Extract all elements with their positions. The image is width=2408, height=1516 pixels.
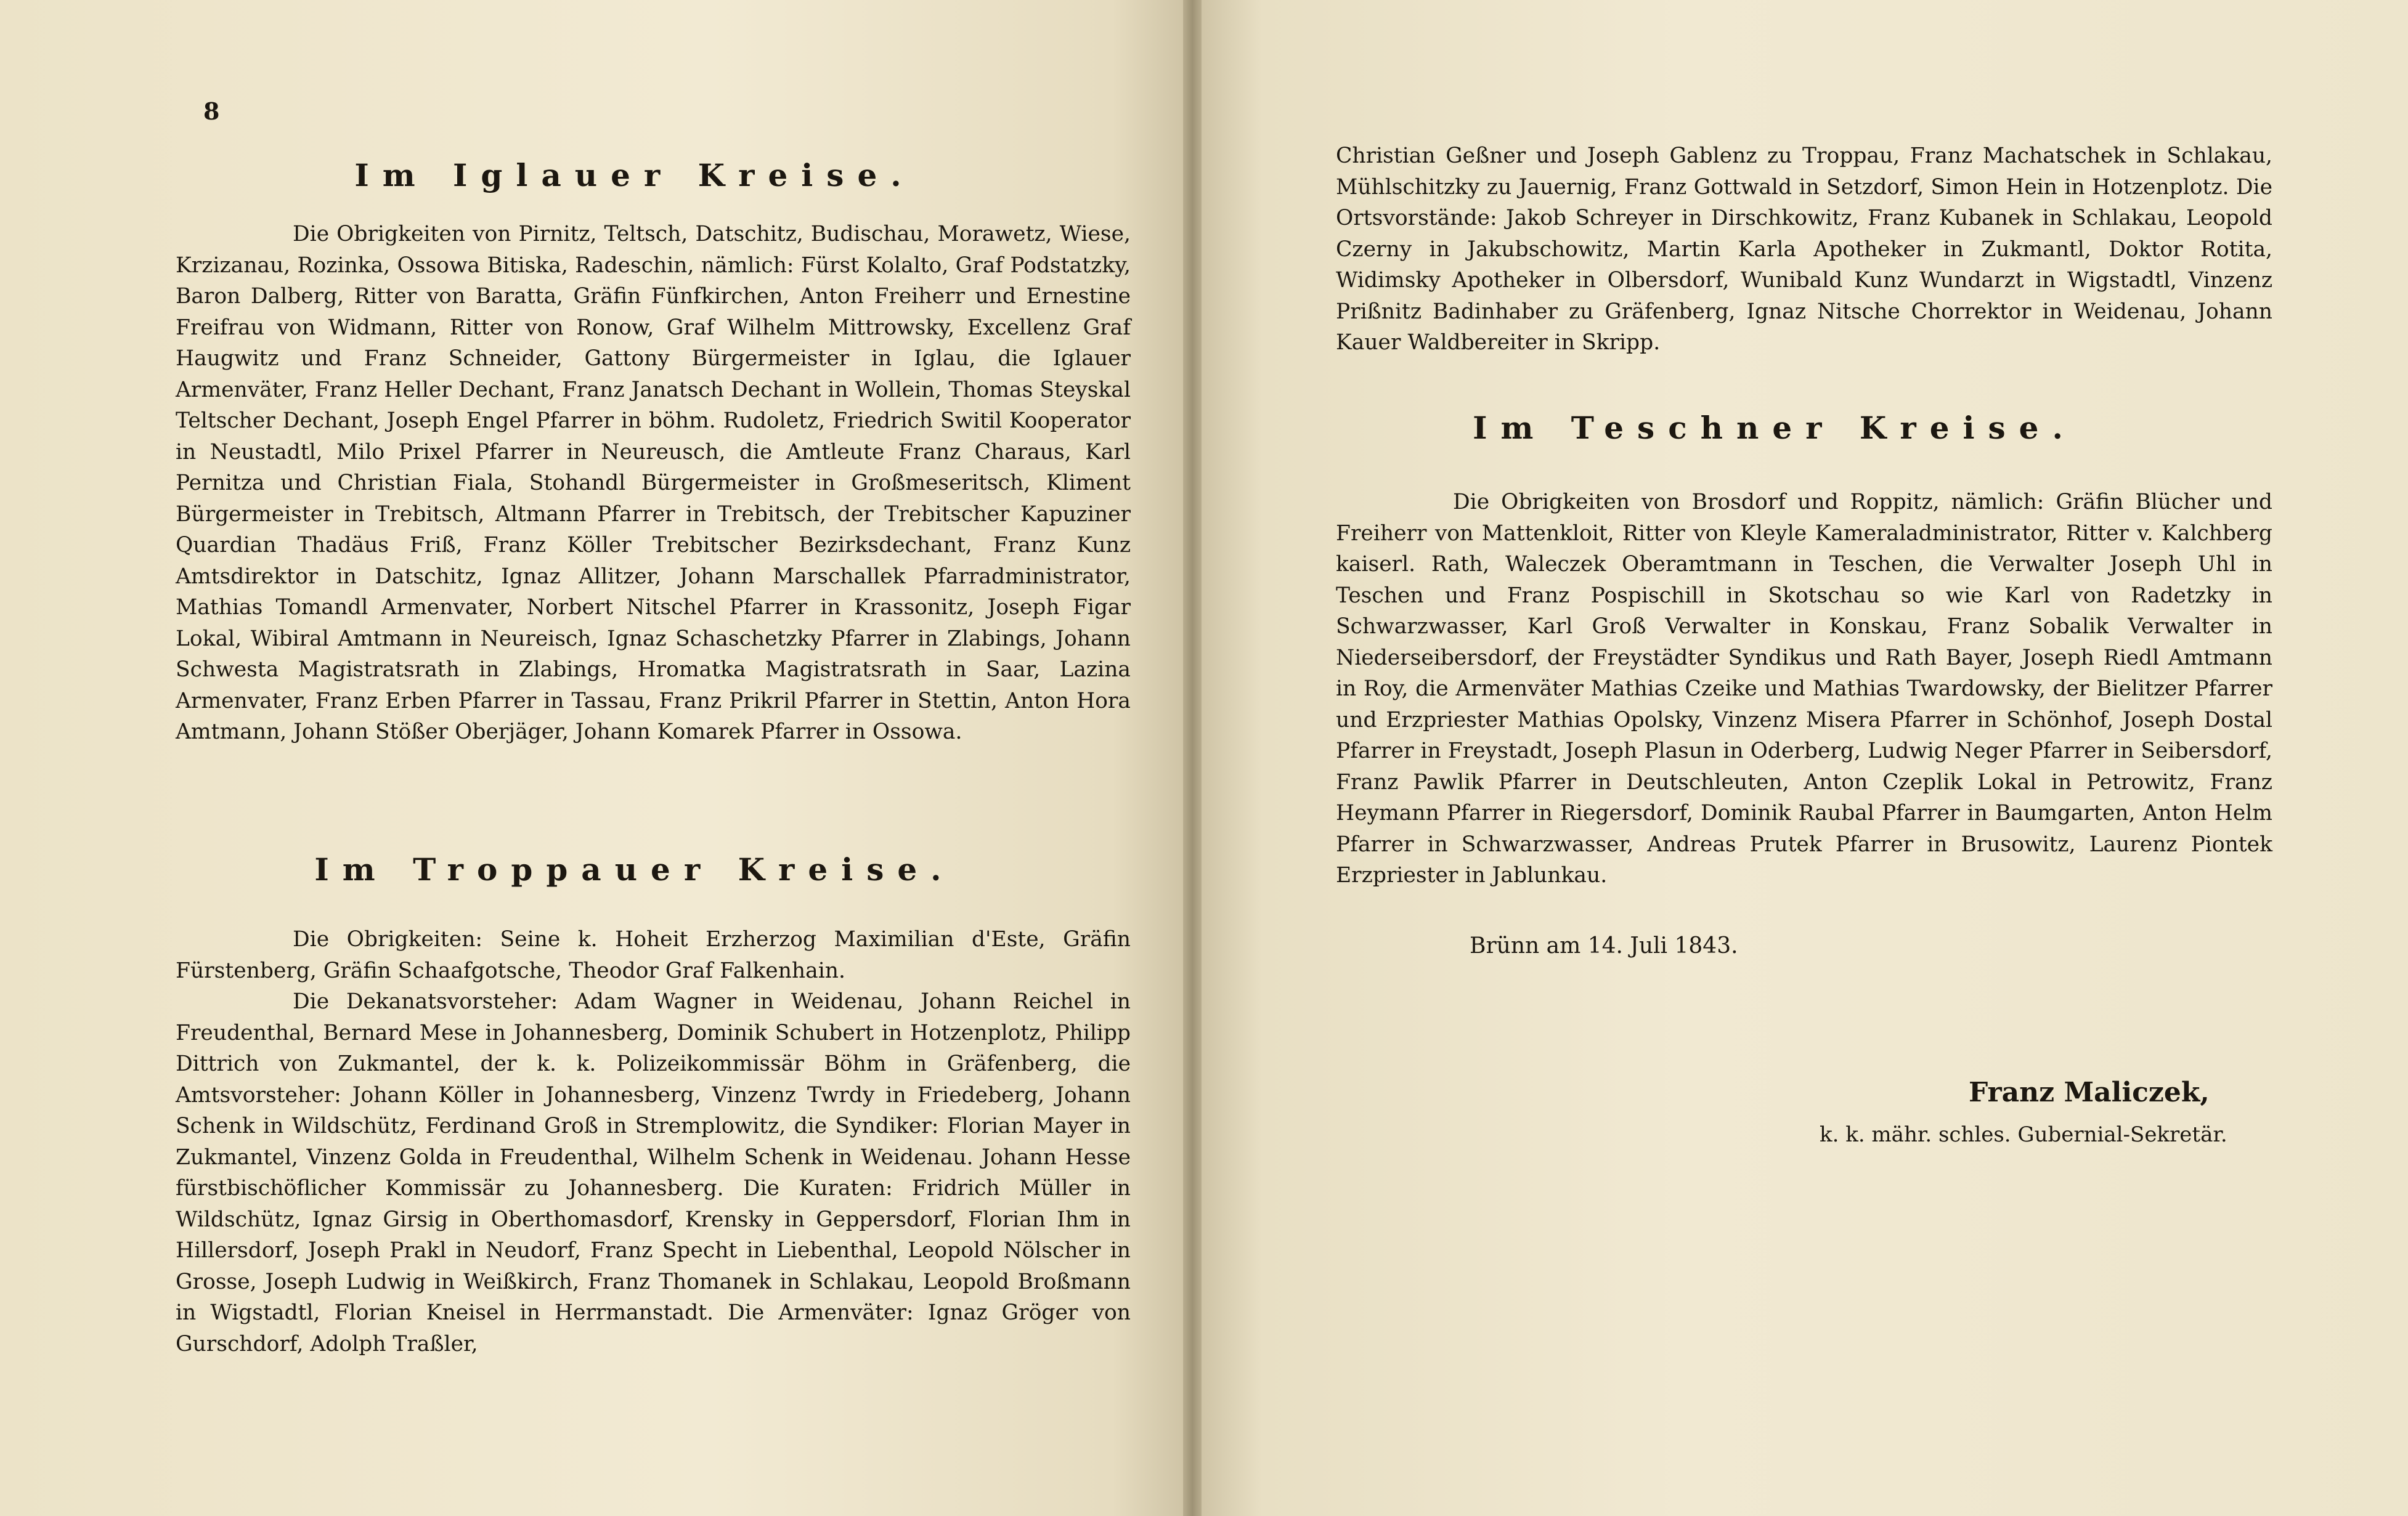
signature-title: k. k. mähr. schles. Gubernial-Sekretär. — [1820, 1122, 2227, 1147]
heading-troppau: Im Troppauer Kreise. — [314, 851, 955, 888]
paragraph-troppau-authorities: Die Obrigkeiten: Seine k. Hoheit Erzherzog Maximilian d'Este, Gräfin Fürstenberg, Gräfin Schaafgotsche, Theodor Graf Falkenhain. — [176, 927, 1131, 983]
paragraph-troppau-continued: Christian Geßner und Joseph Gablenz zu Troppau, Franz Machatschek in Schlakau, Mühlschitzky zu Jauernig, Franz Gottwald in Setzdorf, Simon Hein in Hotzenplotz. Die Ortsvorstände: Jakob Schreyer in Dirschkowitz, Franz Kubanek in Schlakau, Leopold Czerny in Jakubschowitz, Martin Karla Apotheker in Zukmantl, Doktor Rotita, Widimsky Apotheker in Olbersdorf, Wunibald Kunz Wundarzt in Wigstadtl, Vinzenz Prißnitz Badinhaber zu Gräfenberg, Ignaz Nitsche Chorrektor in Weidenau, Johann Kauer Waldbereiter in Skripp. — [1336, 144, 2272, 355]
right-page — [1202, 0, 2408, 1516]
section-teschen — [1336, 487, 2272, 891]
paragraph-iglau: Die Obrigkeiten von Pirnitz, Teltsch, Datschitz, Budischau, Morawetz, Wiese, Krzizanau, Rozinka, Ossowa Bitiska, Radeschin, nämlich: Fürst Kolalto, Graf Podstatzky, Baron Dalberg, Ritter von Baratta, Gräfin Fünfkirchen, Anton Freiherr und Ernestine Freifrau von Widmann, Ritter von Ronow, Graf Wilhelm Mittrowsky, Excellenz Graf Haugwitz und Franz Schneider, Gattony Bürgermeister in Iglau, die Iglauer Armenväter, Franz Heller Dechant, Franz Janatsch Dechant in Wollein, Thomas Steyskal Teltscher Dechant, Joseph Engel Pfarrer in böhm. Rudoletz, Friedrich Switil Kooperator in Neustadtl, Milo Prixel Pfarrer in Neureusch, die Amtleute Franz Charaus, Karl Pernitza und Christian Fiala, Stohandl Bürgermeister in Großmeseritsch, Kliment Bürgermeister in Trebitsch, Altmann Pfarrer in Trebitsch, der Trebitscher Kapuziner Quardian Thadäus Friß, Franz Köller Trebitscher Bezirksdechant, Franz Kunz Amtsdirektor in Datschitz, Ignaz Allitzer, Johann Marschallek Pfarradministrator, Mathias Tomandl Armenvater, Norbert Nitschel Pfarrer in Krassonitz, Joseph Figar Lokal, Wibiral Amtmann in Neureisch, Ignaz Schaschetzky Pfarrer in Zlabings, Johann Schwesta Magistratsrath in Zlabings, Hromatka Magistratsrath in Saar, Lazina Armenvater, Franz Erben Pfarrer in Tassau, Franz Prikril Pfarrer in Stettin, Anton Hora Amtmann, Johann Stößer Oberjäger, Johann Komarek Pfarrer in Ossowa. — [176, 222, 1131, 744]
signature-name: Franz Maliczek, — [1969, 1077, 2210, 1108]
heading-teschen: Im Teschner Kreise. — [1473, 410, 2076, 446]
paragraph-troppau-deans: Die Dekanatsvorsteher: Adam Wagner in Weidenau, Johann Reichel in Freudenthal, Bernard Mese in Johannesberg, Dominik Schubert in Hotzenplotz, Philipp Dittrich von Zukmantel, der k. k. Polizeikommissär Böhm in Gräfenberg, die Amtsvorsteher: Johann Köller in Johannesberg, Vinzenz Twrdy in Friedeberg, Johann Schenk in Wildschütz, Ferdinand Groß in Stremplowitz, die Syndiker: Florian Mayer in Zukmantel, Vinzenz Golda in Freudenthal, Wilhelm Schenk in Weidenau. Johann Hesse fürstbischöflicher Kommissär zu Johannesberg. Die Kuraten: Fridrich Müller in Wildschütz, Ignaz Girsig in Oberthomasdorf, Krensky in Geppersdorf, Florian Ihm in Hillersdorf, Joseph Prakl in Neudorf, Franz Specht in Liebenthal, Leopold Nölscher in Grosse, Joseph Ludwig in Weißkirch, Franz Thomanek in Schlakau, Leopold Broßmann in Wigstadtl, Florian Kneisel in Herrmanstadt. Die Armenväter: Ignaz Gröger von Gurschdorf, Adolph Traßler, — [176, 989, 1131, 1356]
section-iglau — [176, 219, 1131, 748]
book-gutter — [1183, 0, 1202, 1516]
page-number-left: 8 — [203, 97, 220, 125]
left-page — [0, 0, 1183, 1516]
heading-iglau: Im Iglauer Kreise. — [354, 157, 915, 193]
section-troppau-continued — [1336, 140, 2272, 359]
section-troppau — [176, 924, 1131, 1360]
date-line: Brünn am 14. Juli 1843. — [1470, 933, 1738, 959]
paragraph-teschen: Die Obrigkeiten von Brosdorf und Roppitz, nämlich: Gräfin Blücher und Freiherr von Mattenkloit, Ritter von Kleyle Kameraladministrator, Ritter v. Kalchberg kaiserl. Rath, Waleczek Oberamtmann in Teschen, die Verwalter Joseph Uhl in Teschen und Franz Pospischill in Skotschau so wie Karl von Radetzky in Schwarzwasser, Karl Groß Verwalter in Konskau, Franz Sobalik Verwalter in Niederseibersdorf, der Freystädter Syndikus und Rath Bayer, Joseph Riedl Amtmann in Roy, die Armenväter Mathias Czeike und Mathias Twardowsky, der Bielitzer Pfarrer und Erzpriester Mathias Opolsky, Vinzenz Misera Pfarrer in Schönhof, Joseph Dostal Pfarrer in Freystadt, Joseph Plasun in Oderberg, Ludwig Neger Pfarrer in Seibersdorf, Franz Pawlik Pfarrer in Deutschleuten, Anton Czeplik Lokal in Petrowitz, Franz Heymann Pfarrer in Riegersdorf, Dominik Raubal Pfarrer in Baumgarten, Anton Helm Pfarrer in Schwarzwasser, Andreas Prutek Pfarrer in Brusowitz, Laurenz Piontek Erzpriester in Jablunkau. — [1336, 490, 2272, 888]
